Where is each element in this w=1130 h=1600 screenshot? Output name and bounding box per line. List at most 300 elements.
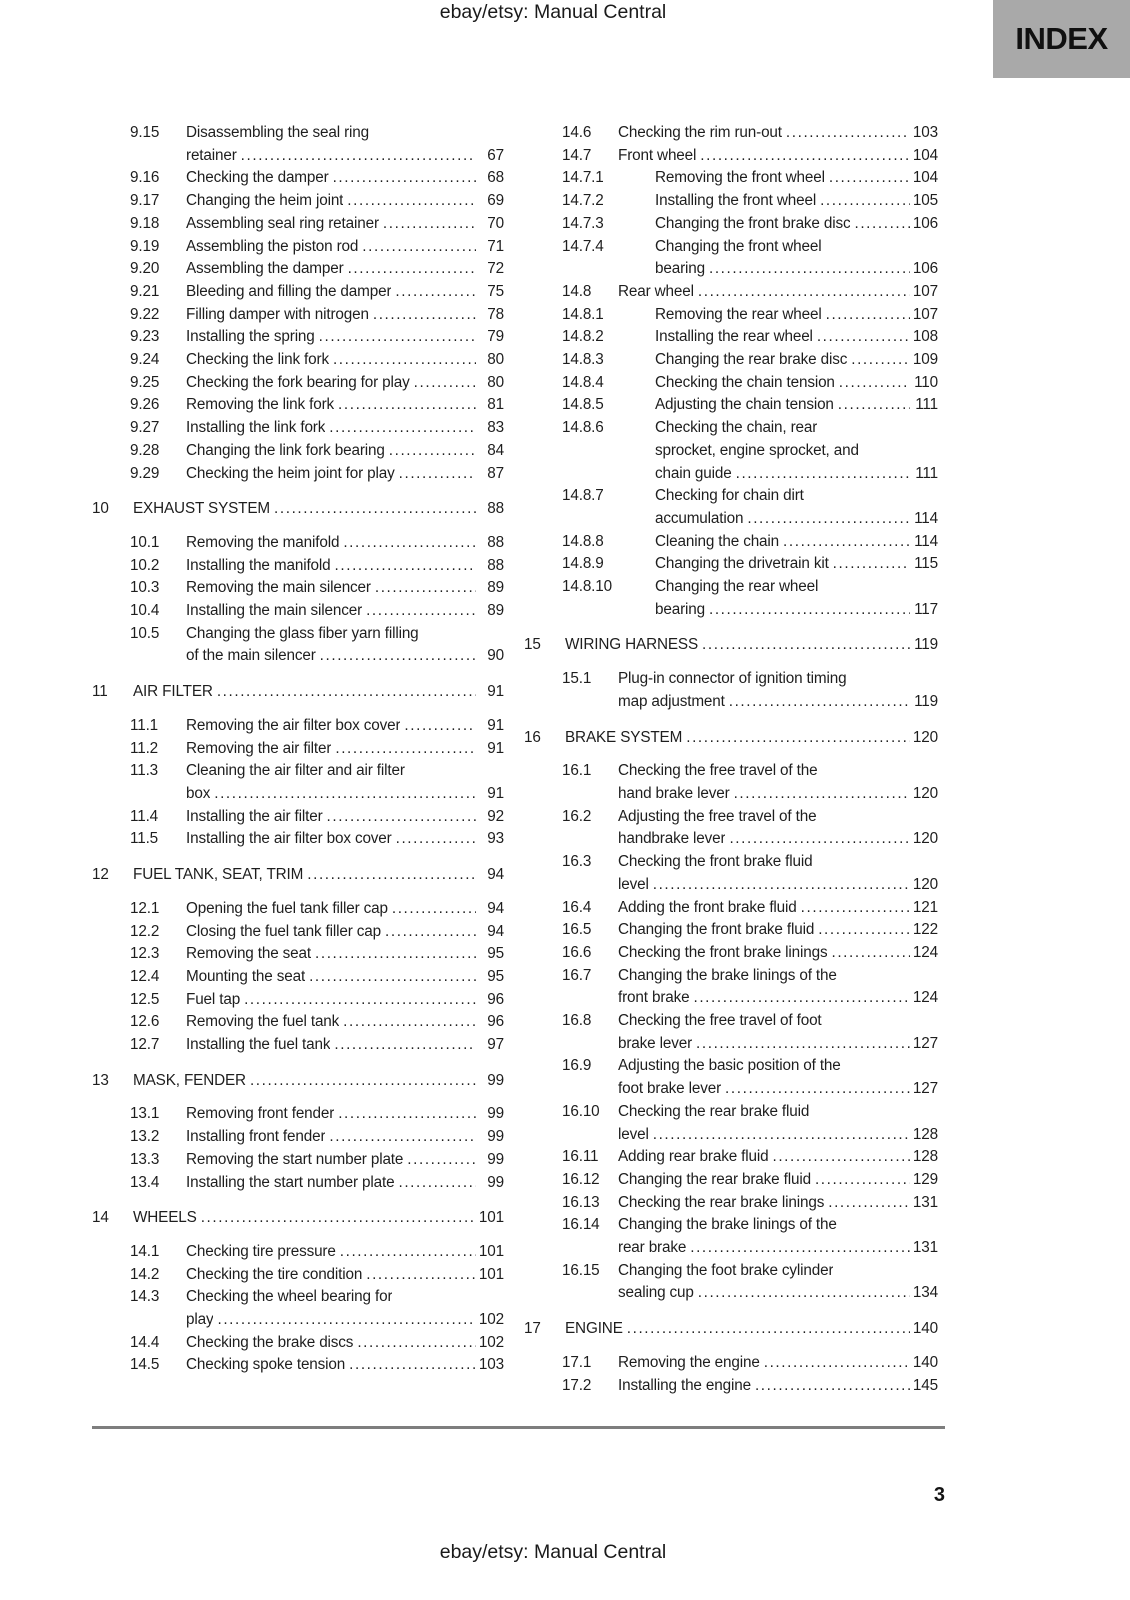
entry-page-number: 115 [914, 555, 938, 573]
entry-page-number: 88 [487, 500, 504, 518]
entry-title: front brake [618, 989, 690, 1007]
entry-number: 14.8.3 [562, 351, 604, 369]
toc-chapter-entry [524, 634, 938, 657]
entry-title: sprocket, engine sprocket, and [655, 441, 859, 459]
toc-entry [92, 806, 504, 829]
dot-leader [653, 874, 910, 897]
entry-page-number: 128 [912, 1148, 938, 1166]
entry-page-number: 99 [487, 1071, 504, 1089]
entry-number: 14.7.2 [562, 192, 604, 210]
entry-number: 9.26 [130, 396, 160, 414]
entry-title: Changing the foot brake cylinder [618, 1261, 834, 1279]
toc-entry [524, 236, 938, 281]
entry-page-number: 81 [487, 396, 504, 414]
toc-entry-line [92, 1354, 504, 1377]
entry-page-number: 131 [912, 1193, 938, 1211]
entry-title: Fuel tap [186, 990, 241, 1008]
entry-page-number: 70 [487, 214, 504, 232]
toc-entry [524, 485, 938, 530]
toc-entry-line [92, 1011, 504, 1034]
toc-entry-line [524, 1375, 938, 1398]
toc-entry [92, 281, 504, 304]
dot-leader [349, 1354, 476, 1377]
toc-entry-line [92, 943, 504, 966]
entry-page-number: 94 [487, 866, 504, 884]
dot-leader [385, 921, 476, 944]
toc-entry [524, 760, 938, 805]
toc-entry-line [92, 349, 504, 372]
toc-entry-line [92, 645, 504, 668]
toc-entry-line [524, 599, 938, 622]
entry-title: Installing the air filter box cover [186, 830, 392, 848]
entry-page-number: 96 [487, 1013, 504, 1031]
dot-leader [334, 1034, 476, 1057]
entry-title: Closing the fuel tank filler cap [186, 922, 382, 940]
entry-page-number: 117 [914, 600, 938, 618]
toc-entry-line [524, 760, 938, 783]
toc-entry-line [92, 372, 504, 395]
entry-page-number: 87 [487, 464, 504, 482]
entry-title: Adding the front brake fluid [618, 898, 797, 916]
entry-number: 9.27 [130, 419, 160, 437]
entry-number: 14.6 [562, 124, 592, 141]
toc-column-left [92, 122, 504, 1377]
entry-page-number: 91 [487, 683, 504, 701]
entry-page-number: 88 [487, 556, 504, 574]
toc-entry-line [524, 783, 938, 806]
entry-page-number: 120 [912, 875, 938, 893]
entry-number: 17 [524, 1320, 541, 1338]
entry-title: Changing the heim joint [186, 192, 344, 210]
toc-entry-line [524, 1101, 938, 1124]
dot-leader [414, 372, 476, 395]
entry-number: 12.3 [130, 945, 160, 963]
dot-leader [828, 1192, 910, 1215]
dot-leader [839, 372, 910, 395]
dot-leader [747, 508, 910, 531]
entry-title: Installing the engine [618, 1376, 751, 1394]
dot-leader [698, 281, 910, 304]
toc-entry [92, 1241, 504, 1264]
entry-number: 14.3 [130, 1288, 160, 1306]
toc-entry-line [92, 738, 504, 761]
dot-leader [854, 213, 910, 236]
entry-page-number: 92 [487, 807, 504, 825]
entry-page-number: 102 [478, 1311, 504, 1329]
toc-entry [92, 943, 504, 966]
entry-title: Installing the spring [186, 328, 315, 346]
entry-number: 14.7.3 [562, 214, 604, 232]
entry-title: bearing [655, 600, 705, 618]
dot-leader [709, 599, 910, 622]
dot-leader [329, 417, 476, 440]
dot-leader [729, 691, 910, 714]
entry-title: Adding rear brake fluid [618, 1148, 769, 1166]
entry-title: play [186, 1311, 214, 1329]
toc-entry [92, 1011, 504, 1034]
toc-entry [524, 281, 938, 304]
dot-leader [217, 1309, 476, 1332]
footer-title: ebay/etsy: Manual Central [439, 1541, 667, 1563]
entry-page-number: 140 [912, 1353, 938, 1371]
entry-page-number: 99 [487, 1105, 504, 1123]
entry-title: Checking the wheel bearing for [186, 1288, 393, 1306]
entry-number: 16.15 [562, 1261, 600, 1279]
toc-entry-line [524, 727, 938, 750]
toc-entry [92, 1264, 504, 1287]
entry-page-number: 104 [912, 169, 938, 187]
entry-title: Installing the link fork [186, 419, 326, 437]
entry-number: 9.23 [130, 328, 160, 346]
toc-entry [92, 1286, 504, 1331]
dot-leader [201, 1207, 476, 1230]
toc-entry-line [524, 1124, 938, 1147]
toc-column-right [524, 122, 938, 1397]
toc-entry [92, 304, 504, 327]
entry-page-number: 67 [487, 146, 504, 164]
index-tab-badge [993, 0, 1130, 78]
toc-entry-line [92, 783, 504, 806]
toc-chapter-entry [524, 1318, 938, 1341]
toc-entry-line [524, 1282, 938, 1305]
dot-leader [772, 1146, 910, 1169]
entry-number: 11.3 [130, 762, 159, 780]
dot-leader [357, 1332, 476, 1355]
toc-entry-line [524, 122, 938, 145]
entry-number: 16.2 [562, 807, 592, 825]
toc-entry-line [92, 1241, 504, 1264]
entry-number: 12.1 [130, 899, 160, 917]
toc-entry [524, 942, 938, 965]
entry-page-number: 127 [912, 1080, 938, 1098]
toc-chapter-entry [524, 727, 938, 750]
entry-title: Removing the manifold [186, 533, 340, 551]
toc-entry-line [92, 921, 504, 944]
entry-page-number: 101 [478, 1265, 504, 1283]
entry-page-number: 83 [487, 419, 504, 437]
toc-entry [524, 1146, 938, 1169]
entry-number: 9.22 [130, 305, 160, 323]
toc-entry [524, 919, 938, 942]
entry-number: 14.8.6 [562, 419, 604, 437]
entry-number: 14.5 [130, 1356, 160, 1374]
entry-title: Changing the rear brake disc [655, 351, 848, 369]
toc-entry-line [92, 532, 504, 555]
entry-page-number: 120 [912, 784, 938, 802]
toc-entry-line [92, 966, 504, 989]
toc-entry [524, 1192, 938, 1215]
entry-page-number: 95 [487, 945, 504, 963]
dot-leader [362, 236, 476, 259]
dot-leader [831, 942, 910, 965]
dot-leader [315, 943, 476, 966]
entry-page-number: 131 [912, 1239, 938, 1257]
toc-entry-line [92, 828, 504, 851]
entry-title: Plug-in connector of ignition timing [618, 670, 847, 688]
entry-number: 15.1 [562, 670, 592, 688]
toc-entry [524, 417, 938, 485]
toc-entry [92, 828, 504, 851]
dot-leader [320, 645, 476, 668]
entry-page-number: 99 [487, 1150, 504, 1168]
entry-page-number: 107 [912, 305, 938, 323]
toc-entry-line [92, 417, 504, 440]
entry-number: 9.19 [130, 237, 160, 255]
dot-leader [817, 326, 910, 349]
toc-entry [92, 213, 504, 236]
toc-entry-line [524, 987, 938, 1010]
toc-entry-line [524, 167, 938, 190]
toc-entry-line [524, 326, 938, 349]
entry-number: 12 [92, 866, 109, 884]
toc-entry [92, 600, 504, 623]
entry-title: Changing the front wheel [655, 237, 822, 255]
dot-leader [725, 1078, 910, 1101]
toc-entry-line [92, 440, 504, 463]
entry-number: 14 [92, 1209, 109, 1227]
entry-page-number: 90 [487, 647, 504, 665]
dot-leader [327, 806, 476, 829]
toc-entry [524, 1352, 938, 1375]
toc-entry-line [524, 281, 938, 304]
dot-leader [698, 1282, 910, 1305]
toc-entry-line [524, 1078, 938, 1101]
entry-number: 16.8 [562, 1012, 592, 1030]
dot-leader [338, 394, 476, 417]
dot-leader [764, 1352, 910, 1375]
entry-number: 16.11 [562, 1148, 599, 1166]
entry-title: Installing the rear wheel [655, 328, 813, 346]
entry-title: brake lever [618, 1034, 693, 1052]
toc-entry [92, 555, 504, 578]
entry-title: AIR FILTER [133, 683, 213, 701]
entry-title: Disassembling the seal ring [186, 124, 370, 141]
entry-page-number: 91 [487, 784, 504, 802]
entry-title: Installing the front wheel [655, 192, 817, 210]
entry-number: 17.1 [562, 1353, 592, 1371]
toc-entry-line [524, 1318, 938, 1341]
entry-page-number: 120 [912, 728, 938, 746]
toc-entry [92, 1103, 504, 1126]
entry-number: 9.16 [130, 169, 160, 187]
entry-title: accumulation [655, 509, 744, 527]
dot-leader [343, 532, 476, 555]
entry-title: Changing the brake linings of the [618, 966, 837, 984]
entry-title: Removing the air filter [186, 739, 332, 757]
toc-entry-line [524, 236, 938, 259]
entry-title: retainer [186, 146, 237, 164]
toc-entry [92, 326, 504, 349]
toc-entry-line [524, 1260, 938, 1283]
entry-title: Checking for chain dirt [655, 487, 804, 505]
toc-entry [92, 532, 504, 555]
toc-entry [524, 806, 938, 851]
entry-number: 14.7.1 [562, 169, 604, 187]
toc-chapter-entry [92, 681, 504, 704]
toc-entry-line [92, 498, 504, 521]
entry-page-number: 120 [912, 830, 938, 848]
entry-title: Checking the tire condition [186, 1265, 363, 1283]
toc-entry [92, 394, 504, 417]
toc-entry-line [524, 372, 938, 395]
entry-page-number: 103 [912, 124, 938, 141]
entry-title: Checking the chain, rear [655, 419, 818, 437]
entry-title: Installing the manifold [186, 556, 331, 574]
dot-leader [734, 783, 910, 806]
entry-title: sealing cup [618, 1284, 694, 1302]
toc-entry [524, 394, 938, 417]
toc-entry-line [524, 417, 938, 440]
dot-leader [833, 553, 910, 576]
entry-number: 10.3 [130, 579, 160, 597]
footer-divider [92, 1426, 945, 1429]
toc-entry [524, 122, 938, 145]
dot-leader [214, 783, 476, 806]
entry-title: Assembling the piston rod [186, 237, 359, 255]
toc-entry-line [524, 1055, 938, 1078]
entry-title: level [618, 1125, 649, 1143]
entry-number: 9.15 [130, 124, 160, 141]
toc-entry-line [524, 851, 938, 874]
entry-number: 14.8.2 [562, 328, 604, 346]
entry-title: Checking the brake discs [186, 1333, 354, 1351]
entry-title: EXHAUST SYSTEM [133, 500, 271, 518]
entry-title: FUEL TANK, SEAT, TRIM [133, 866, 304, 884]
entry-number: 10.5 [130, 624, 160, 642]
toc-entry-line [92, 760, 504, 783]
entry-number: 16.7 [562, 966, 592, 984]
entry-page-number: 84 [487, 441, 504, 459]
dot-leader [783, 531, 910, 554]
entry-page-number: 129 [912, 1170, 938, 1188]
entry-title: box [186, 784, 211, 802]
toc-entry [92, 738, 504, 761]
entry-page-number: 78 [487, 305, 504, 323]
entry-page-number: 107 [912, 282, 938, 300]
entry-number: 16.9 [562, 1057, 592, 1075]
toc-entry [92, 989, 504, 1012]
toc-entry [92, 463, 504, 486]
dot-leader [333, 349, 476, 372]
entry-title: Changing the brake linings of the [618, 1216, 837, 1234]
entry-number: 14.4 [130, 1333, 160, 1351]
toc-entry [92, 167, 504, 190]
toc-entry [92, 1354, 504, 1377]
entry-page-number: 111 [915, 396, 938, 414]
entry-title: Checking the chain tension [655, 373, 835, 391]
entry-number: 14.7.4 [562, 237, 604, 255]
toc-entry-line [524, 634, 938, 657]
toc-entry [524, 965, 938, 1010]
toc-entry-line [92, 326, 504, 349]
dot-leader [815, 1169, 910, 1192]
entry-number: 16.1 [562, 762, 592, 780]
entry-page-number: 122 [912, 921, 938, 939]
toc-entry [92, 760, 504, 805]
entry-page-number: 99 [487, 1173, 504, 1191]
toc-entry-line [524, 349, 938, 372]
toc-entry [92, 1332, 504, 1355]
entry-title: Front wheel [618, 146, 697, 164]
toc-entry [524, 372, 938, 395]
entry-title: Checking the heim joint for play [186, 464, 395, 482]
toc-entry-line [524, 668, 938, 691]
toc-entry [524, 668, 938, 713]
entry-page-number: 72 [487, 260, 504, 278]
toc-entry-line [92, 281, 504, 304]
toc-entry [524, 145, 938, 168]
entry-page-number: 94 [487, 899, 504, 917]
toc-entry [92, 1126, 504, 1149]
toc-entry-line [524, 258, 938, 281]
entry-page-number: 106 [912, 260, 938, 278]
toc-entry-line [92, 236, 504, 259]
entry-number: 14.1 [130, 1242, 160, 1260]
entry-page-number: 103 [478, 1356, 504, 1374]
entry-title: Removing the air filter box cover [186, 716, 401, 734]
toc-entry-line [92, 1126, 504, 1149]
dot-leader [755, 1375, 910, 1398]
entry-number: 16 [524, 728, 541, 746]
dot-leader [347, 190, 476, 213]
entry-title: WHEELS [133, 1209, 197, 1227]
entry-page-number: 69 [487, 192, 504, 210]
toc-entry [524, 1010, 938, 1055]
toc-chapter-entry [92, 864, 504, 887]
entry-number: 12.5 [130, 990, 160, 1008]
entry-title: Checking tire pressure [186, 1242, 336, 1260]
entry-page-number: 80 [487, 373, 504, 391]
entry-title: bearing [655, 260, 705, 278]
entry-number: 14.8.8 [562, 532, 604, 550]
toc-entry-line [92, 806, 504, 829]
entry-page-number: 97 [487, 1036, 504, 1054]
toc-entry [524, 1260, 938, 1305]
toc-entry-line [524, 190, 938, 213]
dot-leader [404, 715, 476, 738]
entry-title: Checking the free travel of the [618, 762, 818, 780]
entry-number: 11.1 [130, 716, 159, 734]
toc-entry-line [92, 213, 504, 236]
entry-number: 9.28 [130, 441, 160, 459]
entry-page-number: 104 [912, 146, 938, 164]
toc-entry-line [92, 1207, 504, 1230]
toc-entry-line [524, 942, 938, 965]
toc-entry [92, 349, 504, 372]
dot-leader [250, 1070, 476, 1093]
entry-number: 16.14 [562, 1216, 600, 1234]
entry-page-number: 99 [487, 1128, 504, 1146]
dot-leader [693, 987, 910, 1010]
toc-entry-line [92, 1309, 504, 1332]
entry-page-number: 134 [912, 1284, 938, 1302]
dot-leader [335, 555, 476, 578]
entry-number: 14.8.9 [562, 555, 604, 573]
entry-title: Filling damper with nitrogen [186, 305, 369, 323]
dot-leader [395, 281, 476, 304]
entry-number: 9.18 [130, 214, 160, 232]
entry-page-number: 111 [915, 464, 938, 482]
entry-page-number: 93 [487, 830, 504, 848]
dot-leader [366, 1264, 476, 1287]
toc-entry-line [524, 1237, 938, 1260]
entry-title: BRAKE SYSTEM [565, 728, 683, 746]
dot-leader [829, 167, 910, 190]
entry-title: Cleaning the chain [655, 532, 780, 550]
entry-page-number: 109 [912, 351, 938, 369]
entry-page-number: 119 [914, 692, 938, 710]
entry-page-number: 108 [912, 328, 938, 346]
